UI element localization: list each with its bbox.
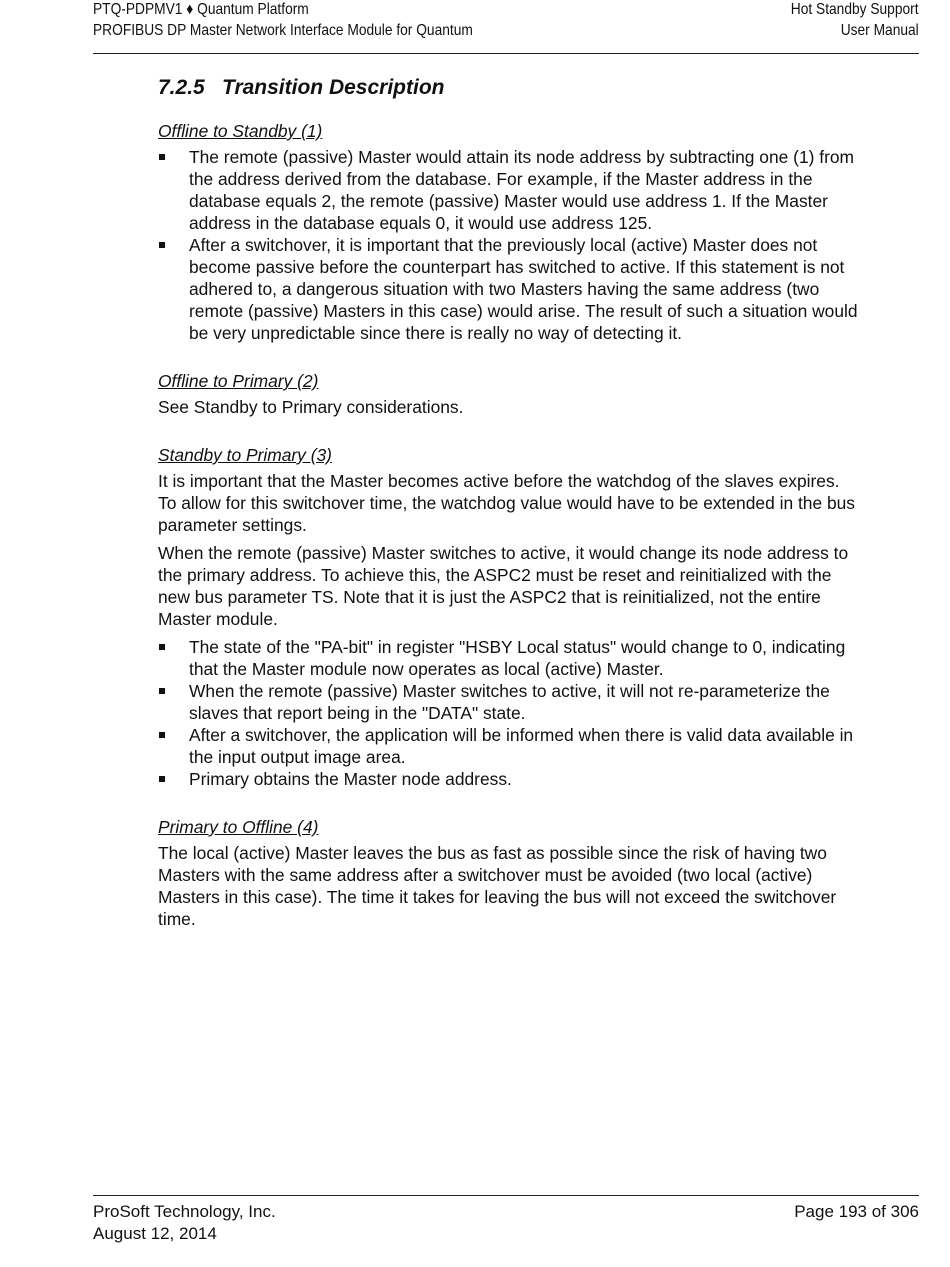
subheading-offline-to-primary: Offline to Primary (2) (158, 371, 319, 391)
footer-date: August 12, 2014 (93, 1224, 217, 1243)
list-item: After a switchover, the application will be informed when there is valid data available in the input output image area. (158, 724, 858, 768)
footer-company: ProSoft Technology, Inc. (93, 1202, 276, 1221)
header-product-subtitle: PROFIBUS DP Master Network Interface Module for Quantum (93, 22, 473, 39)
header-chapter-title: Hot Standby Support (791, 1, 919, 18)
page-header (93, 0, 919, 54)
header-document-type: User Manual (840, 22, 919, 39)
page-footer (93, 1195, 919, 1243)
section-number: 7.2.5 (158, 76, 205, 99)
header-product-title: PTQ-PDPMV1 ♦ Quantum Platform (93, 1, 309, 18)
list-item: After a switchover, it is important that the previously local (active) Master does not become passive before the counterpart has switched to active. If this statement is not adhered to, a dangerous situation with two Masters having the same address (two remote (passive) Masters in this case) would arise. The result of such a situation would be very unpredictable since there is really no way of detecting it. (158, 234, 858, 344)
subheading-standby-to-primary: Standby to Primary (3) (158, 445, 332, 465)
footer-page-number: Page 193 of 306 (794, 1202, 919, 1221)
subheading-offline-to-standby: Offline to Standby (1) (158, 121, 323, 141)
subheading-primary-to-offline: Primary to Offline (4) (158, 817, 319, 837)
list-item: Primary obtains the Master node address. (158, 768, 858, 790)
paragraph: When the remote (passive) Master switches to active, it would change its node address to the primary address. To achieve this, the ASPC2 must be reset and reinitialized with the new bus parameter TS. Note that it is just the ASPC2 that is reinitialized, not the entire Master module. (158, 543, 849, 629)
paragraph: See Standby to Primary considerations. (158, 397, 464, 417)
paragraph: The local (active) Master leaves the bus as fast as possible since the risk of having two Masters with the same address after a switchover must be avoided (two local (active) Masters in this case). The time it takes for leaving the bus will not exceed the switchover time. (158, 843, 837, 929)
paragraph: It is important that the Master becomes active before the watchdog of the slaves expires. To allow for this switchover time, the watchdog value would have to be extended in the bus parameter settings. (158, 471, 855, 535)
section-heading (158, 74, 858, 102)
offline-to-standby-list (158, 146, 858, 344)
page-content (158, 74, 858, 930)
standby-to-primary-list (158, 636, 858, 790)
list-item: When the remote (passive) Master switches to active, it will not re-parameterize the slaves that report being in the "DATA" state. (158, 680, 858, 724)
section-title: Transition Description (222, 76, 445, 99)
list-item: The state of the "PA-bit" in register "HSBY Local status" would change to 0, indicating that the Master module now operates as local (active) Master. (158, 636, 858, 680)
list-item: The remote (passive) Master would attain its node address by subtracting one (1) from the address derived from the database. For example, if the Master address in the database equals 2, the remote (passive) Master would use address 1. If the Master address in the database equals 0, it would use address 125. (158, 146, 858, 234)
